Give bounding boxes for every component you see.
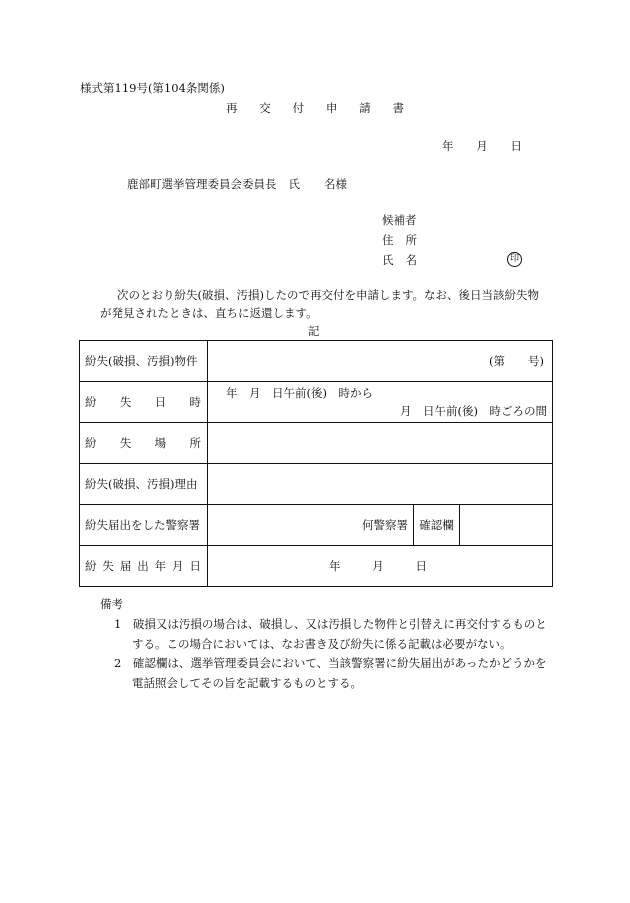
loss-place-label-cell xyxy=(80,423,208,464)
table-row xyxy=(80,546,553,587)
label-char: 失 xyxy=(119,395,132,409)
title-char: 書 xyxy=(392,101,404,115)
loss-datetime-to: 月 日午前(後) 時ごろの間 xyxy=(400,404,547,418)
report-date-label xyxy=(85,558,202,574)
loss-datetime-from: 年 月 日午前(後) 時から xyxy=(226,386,373,400)
table-row xyxy=(80,382,553,423)
intro-line-1: 次のとおり紛失(破損、汚損)したので再交付を申請します。なお、後日当該紛失物 xyxy=(117,288,540,302)
candidate-label: 候補者 xyxy=(382,213,417,227)
form-id: 様式第119号(第104条関係) xyxy=(80,81,225,95)
loss-reason-value xyxy=(208,464,553,505)
loss-place-value xyxy=(208,423,553,464)
report-date-parts xyxy=(329,558,427,574)
date-char: 月 xyxy=(372,559,384,573)
date-char: 日 xyxy=(415,559,427,573)
item-label: 紛失(破損、汚損)物件 xyxy=(80,341,208,382)
report-date-value xyxy=(208,546,553,587)
notes-list xyxy=(114,615,552,693)
date-month: 月 xyxy=(476,139,488,153)
label-char: 氏 xyxy=(382,253,394,267)
table-row xyxy=(80,505,553,546)
seal-icon: 印 xyxy=(507,252,522,267)
title-char: 付 xyxy=(292,101,305,115)
confirm-value xyxy=(460,505,553,546)
details-table xyxy=(79,340,553,587)
label-char: 日 xyxy=(154,395,167,409)
title-char: 交 xyxy=(259,101,271,115)
label-char: 月 xyxy=(172,559,184,573)
addressee-suffix: 名様 xyxy=(324,177,347,191)
loss-datetime-label-cell xyxy=(80,382,208,423)
label-char: 所 xyxy=(405,233,417,247)
date-year: 年 xyxy=(442,139,454,153)
label-char: 日 xyxy=(189,559,201,573)
label-char: 届 xyxy=(119,559,132,573)
police-station-label: 紛失届出をした警察署 xyxy=(80,505,208,546)
seal-mark xyxy=(507,250,522,267)
table-row xyxy=(80,464,553,505)
intro-line-2: が発見されたときは、直ちに返還します。 xyxy=(100,306,318,320)
report-date-label-cell xyxy=(80,546,208,587)
label-char: 住 xyxy=(382,233,394,247)
title-char: 申 xyxy=(325,101,338,115)
label-char: 時 xyxy=(189,395,201,409)
table-row xyxy=(80,341,553,382)
addressee-prefix: 鹿部町選挙管理委員会委員長 xyxy=(127,177,277,191)
label-char: 所 xyxy=(189,436,201,450)
ki-label: 記 xyxy=(308,324,320,338)
label-char: 場 xyxy=(154,436,167,450)
label-char: 紛 xyxy=(85,395,97,409)
label-char: 名 xyxy=(405,253,417,267)
loss-datetime-label xyxy=(85,394,202,410)
loss-place-label xyxy=(85,435,202,451)
addressee-name-label: 氏 xyxy=(288,177,300,191)
addressee xyxy=(127,176,347,192)
applicant-address-label xyxy=(382,232,417,248)
confirm-label: 確認欄 xyxy=(414,505,460,546)
label-char: 失 xyxy=(119,436,132,450)
title-char: 再 xyxy=(226,101,238,115)
document-title xyxy=(226,100,404,116)
label-char: 紛 xyxy=(85,559,97,573)
date-char: 年 xyxy=(329,559,341,573)
title-char: 請 xyxy=(359,101,371,115)
loss-datetime-value xyxy=(208,382,553,423)
table-row xyxy=(80,423,553,464)
label-char: 出 xyxy=(137,559,149,573)
applicant-name-label xyxy=(382,252,417,268)
label-char: 紛 xyxy=(85,436,97,450)
police-station-value: 何警察署 xyxy=(208,505,414,546)
label-char: 年 xyxy=(154,559,167,573)
item-number-value: (第 号) xyxy=(208,341,553,382)
notes-heading: 備考 xyxy=(100,597,123,611)
note-item: 2 確認欄は、選挙管理委員会において、当該警察署に紛失届出があったかどうかを電話照会してその旨を記載するものとする。 xyxy=(114,656,547,690)
loss-reason-label: 紛失(破損、汚損)理由 xyxy=(80,464,208,505)
date-line xyxy=(442,138,522,154)
label-char: 失 xyxy=(102,559,114,573)
date-day: 日 xyxy=(510,139,522,153)
note-item: 1 破損又は汚損の場合は、破損し、又は汚損した物件と引替えに再交付するものとする。この場合においては、なお書き及び紛失に係る記載は必要がない。 xyxy=(114,617,547,651)
